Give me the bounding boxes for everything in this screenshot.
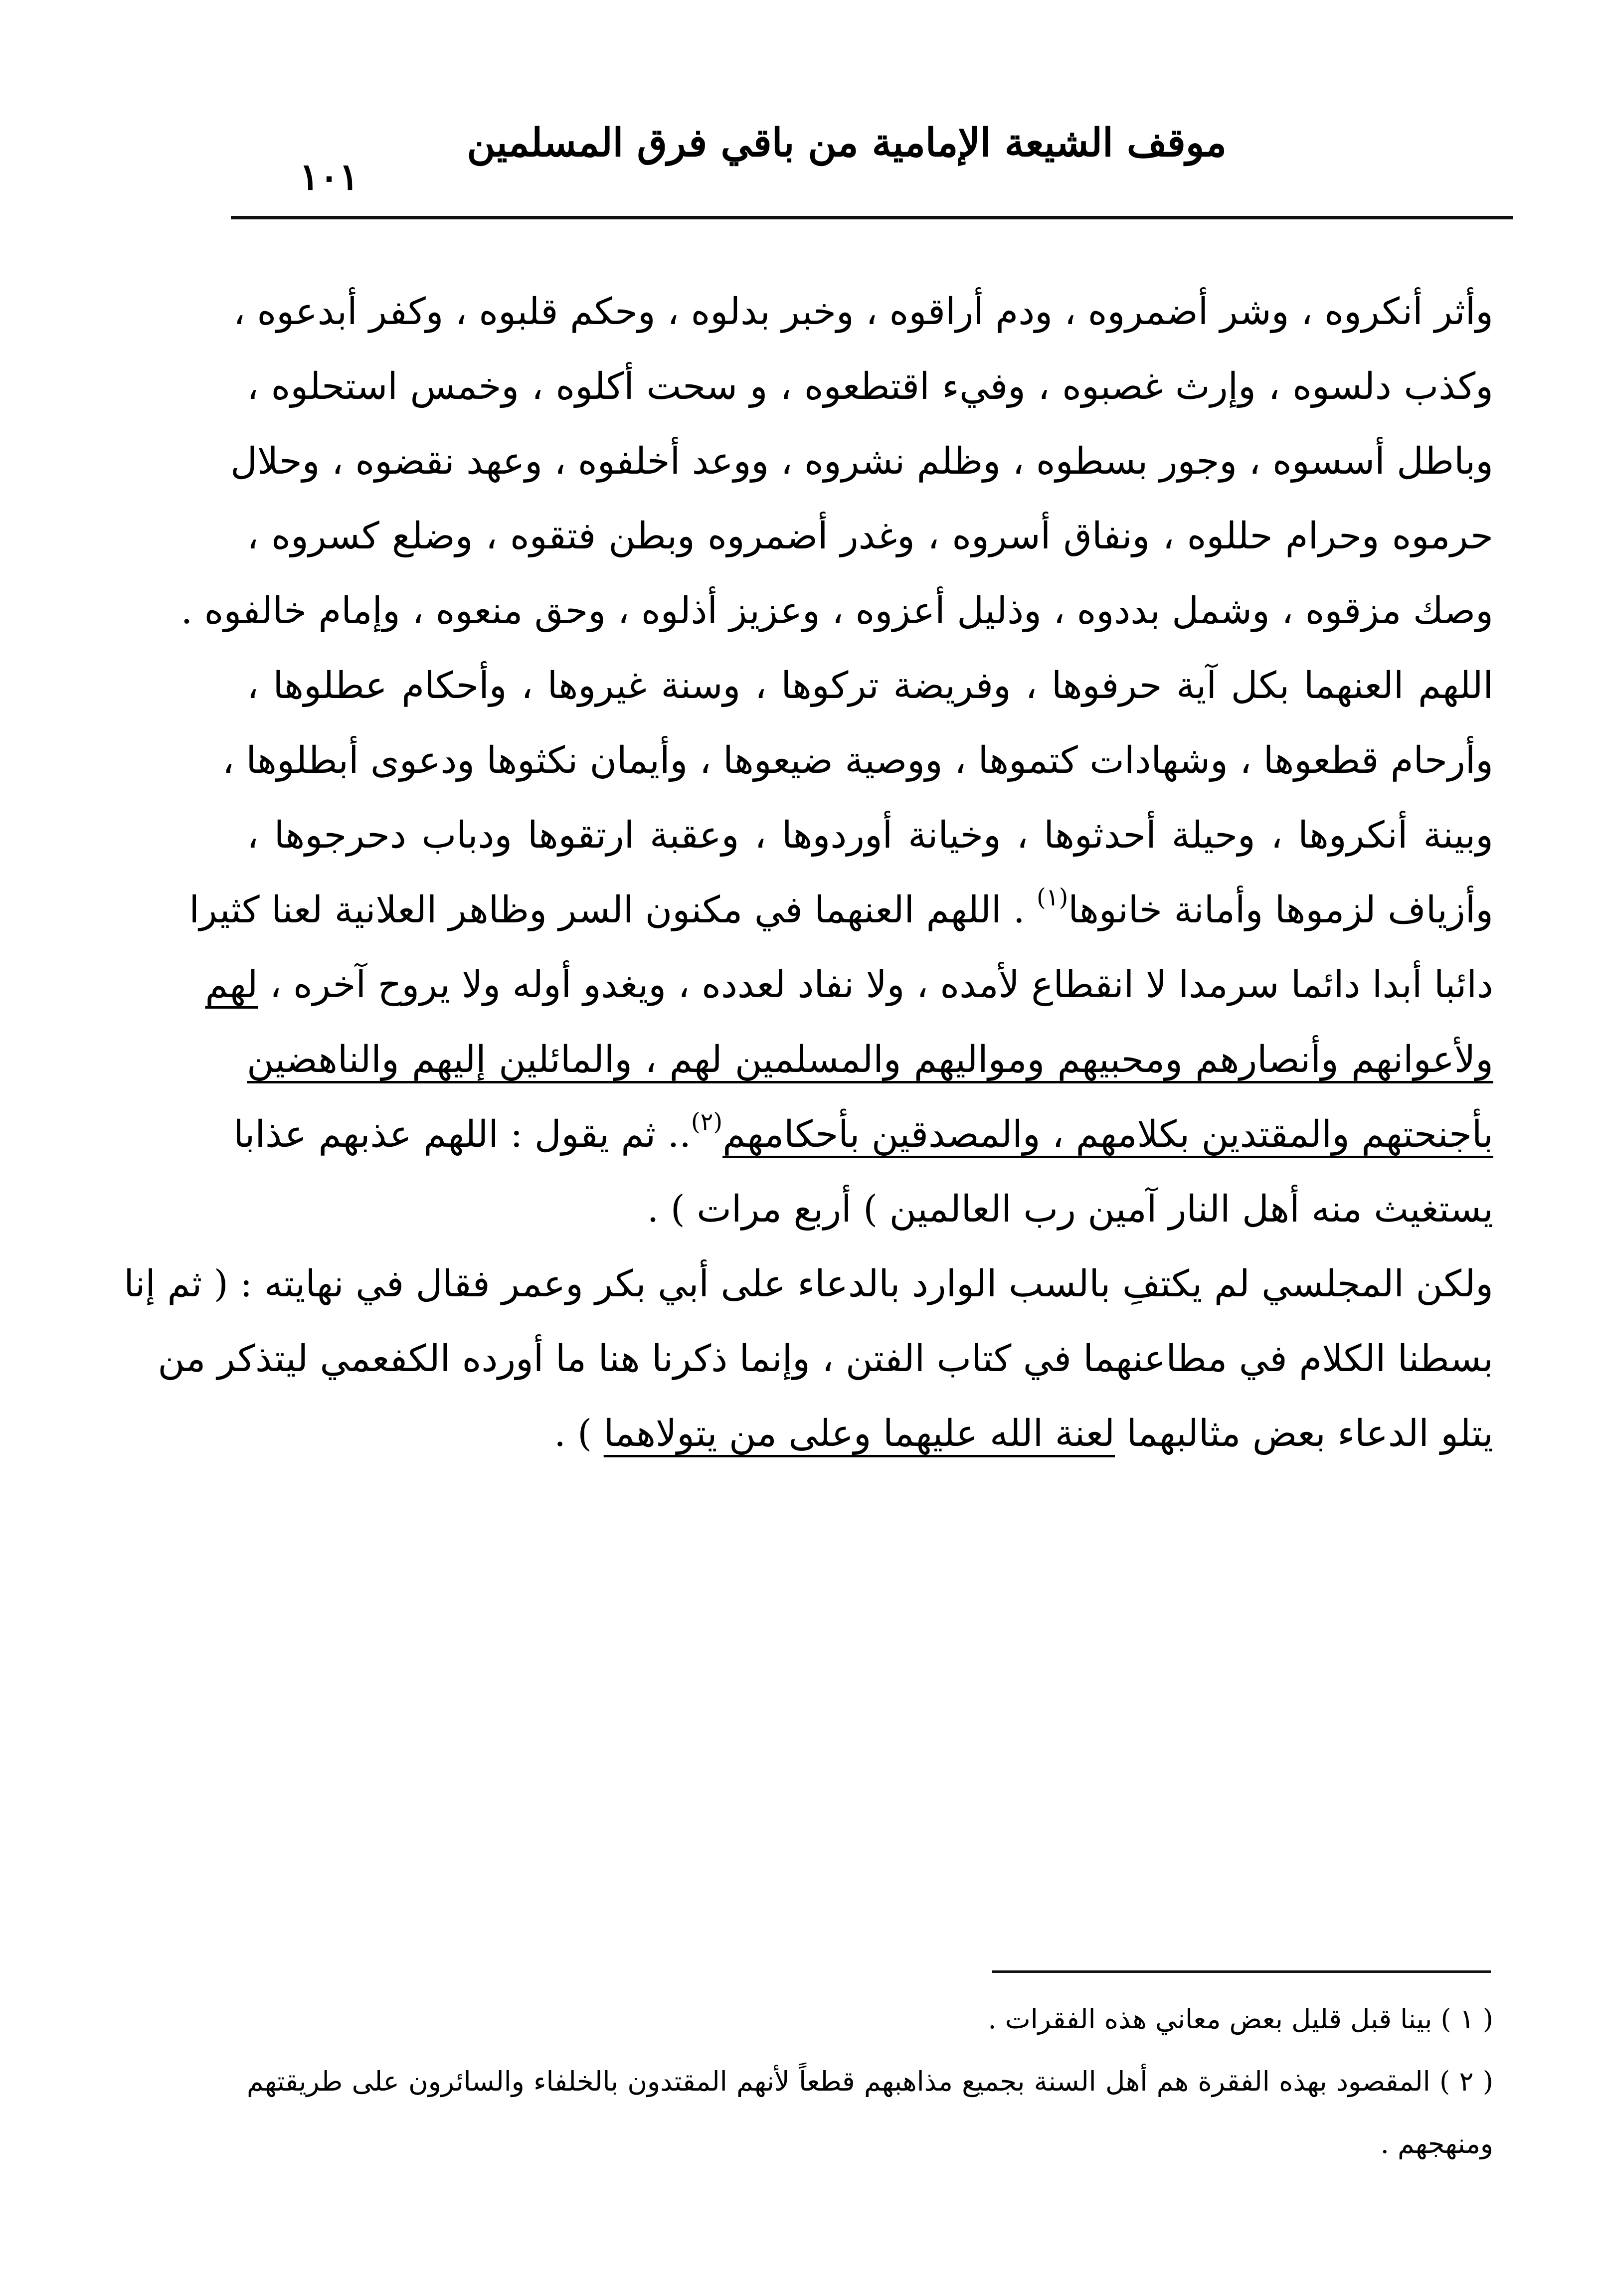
body-line-7: وأرحام قطعوها ، وشهادات كتموها ، ووصية ضيعوها ، وأيمان نكثوها ودعوى أبطلوها ، — [222, 739, 1493, 782]
body-line-2: وكذب دلسوه ، وإرث غصبوه ، وفيء اقتطعوه ، و سحت أكلوه ، وخمس استحلوه ، — [247, 365, 1493, 408]
body-line-14: ولكن المجلسي لم يكتفِ بالسب الوارد بالدعاء على أبي بكر وعمر فقال في نهايته : ( ثم إنا — [124, 1262, 1493, 1305]
page-number: ١٠١ — [299, 156, 359, 198]
body-line-15: بسطنا الكلام في مطاعنهما في كتاب الفتن ، وإنما ذكرنا هنا ما أورده الكفعمي ليتذكر من — [158, 1337, 1493, 1380]
body-text: . اللهم العنهما في مكنون السر وظاهر العلانية لعنا كثيرا — [189, 888, 1037, 931]
body-line-16 — [247, 1396, 1493, 1471]
body-line-6: اللهم العنهما بكل آية حرفوها ، وفريضة تركوها ، وسنة غيروها ، وأحكام عطلوها ، — [247, 664, 1493, 707]
body-line-9 — [189, 873, 1493, 947]
footnote-rule — [992, 1970, 1491, 1973]
body-text: دائبا أبدا دائما سرمدا لا انقطاع لأمده ، ولا نفاد لعدده ، ويغدو أوله ولا يروح آخره ، — [258, 963, 1493, 1006]
body-line-5: وصك مزقوه ، وشمل بددوه ، وذليل أعزوه ، وعزيز أذلوه ، وحق منعوه ، وإمام خالفوه . — [180, 589, 1493, 632]
underlined-text: لعنة الله عليهما وعلى من يتولاهما — [603, 1412, 1115, 1455]
underlined-text: ولأعوانهم وأنصارهم ومحبيهم ومواليهم والمسلمين لهم ، والمائلين إليهم والناهضين — [247, 1038, 1493, 1081]
underlined-text: بأجنحتهم والمقتدين بكلامهم ، والمصدقين بأحكامهم — [722, 1113, 1493, 1156]
body-line-11 — [247, 1022, 1493, 1097]
body-text: .. ثم يقول : اللهم عذبهم عذابا — [233, 1113, 691, 1156]
footnote-ref-2: (٢) — [691, 1108, 723, 1136]
body-line-10 — [205, 947, 1493, 1022]
body-line-13: يستغيث منه أهل النار آمين رب العالمين ) أربع مرات ) . — [647, 1188, 1493, 1231]
running-title: موقف الشيعة الإمامية من باقي فرق المسلمين — [467, 120, 1227, 166]
body-text: وأزياف لزموها وأمانة خانوها — [1068, 888, 1493, 931]
underlined-text: لهم — [205, 963, 258, 1006]
footnote-ref-1: (١) — [1037, 883, 1068, 911]
footnote-2-continuation: ومنهجهم . — [1380, 2128, 1493, 2159]
footnote-1: ( ١ ) بينا قبل قليل بعض معاني هذه الفقرات . — [988, 2003, 1493, 2035]
body-line-12 — [233, 1097, 1493, 1172]
body-line-1: وأثر أنكروه ، وشر أضمروه ، ودم أراقوه ، وخبر بدلوه ، وحكم قلبوه ، وكفر أبدعوه ، — [233, 290, 1493, 333]
body-text: ) . — [554, 1412, 604, 1455]
body-line-4: حرموه وحرام حللوه ، ونفاق أسروه ، وغدر أضمروه وبطن فتقوه ، وضلع كسروه ، — [247, 515, 1493, 557]
body-text: يتلو الدعاء بعض مثالبهما — [1115, 1412, 1493, 1455]
body-line-3: وباطل أسسوه ، وجور بسطوه ، وظلم نشروه ، ووعد أخلفوه ، وعهد نقضوه ، وحلال — [230, 440, 1493, 483]
body-line-8: وبينة أنكروها ، وحيلة أحدثوها ، وخيانة أوردوها ، وعقبة ارتقوها ودباب دحرجوها ، — [247, 814, 1493, 857]
footnote-2: ( ٢ ) المقصود بهذه الفقرة هم أهل السنة بجميع مذاهبهم قطعاً لأنهم المقتدون بالخلفاء والسائرون على طريقتهم — [247, 2066, 1493, 2097]
header-rule — [231, 216, 1513, 219]
